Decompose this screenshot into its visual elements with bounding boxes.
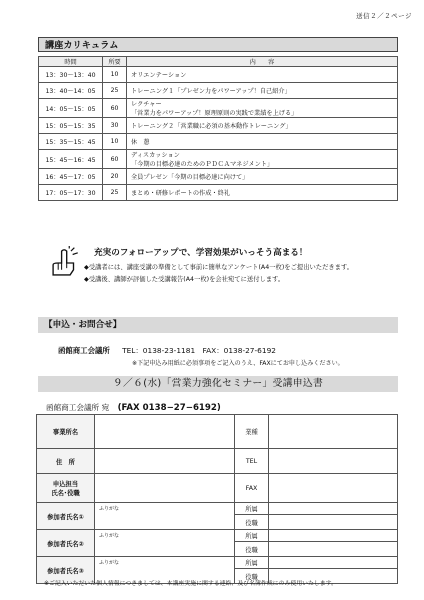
row-time: 15：45〜16：45 xyxy=(39,150,103,169)
row-duration: 25 xyxy=(103,185,127,201)
furigana-label: ふりがな xyxy=(99,560,120,566)
company-label: 事業所名 xyxy=(37,415,95,449)
curriculum-table xyxy=(38,56,398,201)
row-content: トレーニング１「プレゼン力をパワーアップ！自己紹介」 xyxy=(127,83,398,99)
row-duration: 10 xyxy=(103,134,127,150)
followup-section xyxy=(38,242,408,302)
table-row xyxy=(39,83,398,99)
contact-person-label-1: 申込担当 xyxy=(52,481,79,488)
application-form xyxy=(36,414,398,584)
form-row-contact xyxy=(37,474,398,503)
participant-1-dept-field[interactable] xyxy=(269,503,398,515)
participant-2-field[interactable] xyxy=(95,530,235,557)
fax-label: FAX xyxy=(235,474,269,503)
row-time: 17：05〜17：30 xyxy=(39,185,103,201)
table-row xyxy=(39,185,398,201)
form-row-address xyxy=(37,449,398,474)
followup-title: 充実のフォローアップで、学習効果がいっそう高まる！ xyxy=(94,248,308,258)
row-time: 15：35〜15：45 xyxy=(39,134,103,150)
row-content-sub: 「今期の目標必達のためのＰＤＣＡマネジメント」 xyxy=(131,161,274,168)
participant-1-position-field[interactable] xyxy=(269,515,398,530)
industry-label: 業種 xyxy=(235,415,269,449)
participant-2-position-field[interactable] xyxy=(269,542,398,557)
address-label: 住 所 xyxy=(37,449,95,474)
table-row xyxy=(39,67,398,83)
col-header-time: 時間 xyxy=(39,57,103,67)
participant-3-label: 参加者氏名③ xyxy=(37,557,95,584)
furigana-label: ふりがな xyxy=(99,506,120,512)
row-content-main: レクチャー xyxy=(131,101,162,108)
row-time: 16：45〜17：05 xyxy=(39,169,103,185)
contact-person-field[interactable] xyxy=(95,474,235,503)
furigana-label: ふりがな xyxy=(99,533,120,539)
contact-note: ※下記申込み用紙に必須事項をご記入のうえ、FAXにてお申し込みください。 xyxy=(132,360,344,367)
row-content: 休 憩 xyxy=(127,134,398,150)
form-row-p1-top xyxy=(37,503,398,515)
form-row-company xyxy=(37,415,398,449)
form-row-p2-top xyxy=(37,530,398,542)
table-row xyxy=(39,99,398,118)
row-time: 15：05〜15：35 xyxy=(39,118,103,134)
row-duration: 25 xyxy=(103,83,127,99)
row-duration: 30 xyxy=(103,118,127,134)
table-row xyxy=(39,150,398,169)
followup-line-1: ◆受講者には、講座受講の準備として事前に簡単なアンケート(A4一枚)をご提出いただきます。 xyxy=(84,264,354,271)
industry-field[interactable] xyxy=(269,415,398,449)
pointing-hand-icon xyxy=(48,246,82,280)
dept-label: 所属 xyxy=(235,530,269,542)
row-content: まとめ・研修レポートの作成・終礼 xyxy=(127,185,398,201)
tel-label: TEL xyxy=(235,449,269,474)
row-content-main: ディスカッション xyxy=(131,152,180,159)
row-duration: 60 xyxy=(103,150,127,169)
address-field[interactable] xyxy=(95,449,235,474)
contact-tel-fax: TEL：0138-23-1181 FAX：0138-27-6192 xyxy=(122,346,276,355)
page-number: 送信２／２ページ xyxy=(356,12,412,20)
row-content: トレーニング２「営業職に必須の基本動作トレーニング」 xyxy=(127,118,398,134)
company-field[interactable] xyxy=(95,415,235,449)
row-duration: 10 xyxy=(103,67,127,83)
participant-2-label: 参加者氏名② xyxy=(37,530,95,557)
contact-person-label-2: 氏名･役職 xyxy=(51,490,80,497)
form-row-p3-top xyxy=(37,557,398,569)
row-content: 全員プレゼン「今期の目標必達に向けて」 xyxy=(127,169,398,185)
participant-1-field[interactable] xyxy=(95,503,235,530)
participant-2-dept-field[interactable] xyxy=(269,530,398,542)
row-time: 14：05〜15：05 xyxy=(39,99,103,118)
contact-info xyxy=(58,345,276,356)
row-duration: 60 xyxy=(103,99,127,118)
col-header-duration: 所要 xyxy=(103,57,127,67)
row-content xyxy=(127,150,398,169)
position-label: 役職 xyxy=(235,515,269,530)
row-content-sub: 「営業力をパワーアップ！原理原則の実践で業績を上げる」 xyxy=(131,110,298,117)
table-row xyxy=(39,118,398,134)
row-time: 13：40〜14：05 xyxy=(39,83,103,99)
row-duration: 20 xyxy=(103,169,127,185)
dept-label: 所属 xyxy=(235,557,269,569)
position-label: 役職 xyxy=(235,569,269,584)
row-content xyxy=(127,99,398,118)
form-title: ９／６(水)「営業力強化セミナー」受講申込書 xyxy=(38,376,398,392)
fax-field[interactable] xyxy=(269,474,398,503)
curriculum-title: 講座カリキュラム xyxy=(38,37,398,52)
participant-1-label: 参加者氏名① xyxy=(37,503,95,530)
row-content: オリエンテーション xyxy=(127,67,398,83)
table-row xyxy=(39,134,398,150)
table-row xyxy=(39,169,398,185)
form-addressee xyxy=(46,402,221,413)
row-time: 13：30〜13：40 xyxy=(39,67,103,83)
addressee-name: 函館商工会議所 宛 xyxy=(46,403,110,412)
participant-3-dept-field[interactable] xyxy=(269,557,398,569)
position-label: 役職 xyxy=(235,542,269,557)
contact-title: 【申込・お問合せ】 xyxy=(38,317,398,333)
followup-line-2: ◆受講後、講師が評価した受講報告(A4一枚)を会社宛てに送付します。 xyxy=(84,276,285,283)
col-header-content: 内 容 xyxy=(127,57,398,67)
contact-org: 函館商工会議所 xyxy=(58,346,110,355)
contact-person-label xyxy=(37,474,95,503)
tel-field[interactable] xyxy=(269,449,398,474)
privacy-note: ※ご記入いただいた個人情報につきましては、本講座実施に関する連絡、及び名簿作成にのみ使用いたします。 xyxy=(44,581,337,587)
addressee-fax: (FAX 0138−27−6192) xyxy=(117,403,221,413)
dept-label: 所属 xyxy=(235,503,269,515)
